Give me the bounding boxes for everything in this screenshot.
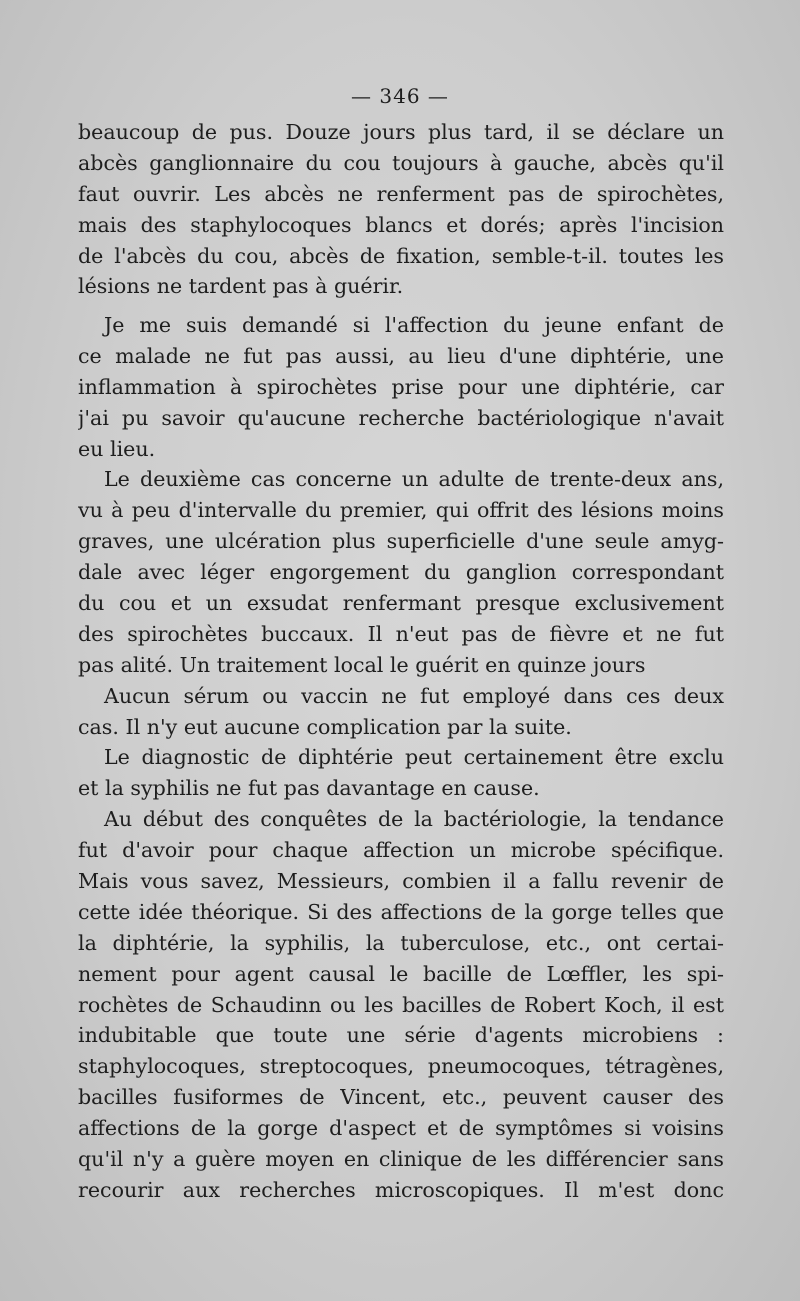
text-line: Aucun sérum ou vaccin ne fut employé dans ces deux (104, 683, 724, 708)
text-line: qu'il n'y a guère moyen en clinique de les différencier sans (78, 1147, 724, 1172)
text-line: abcès ganglionnaire du cou toujours à gauche, abcès qu'il (78, 150, 724, 175)
text-line: indubitable que toute une série d'agents microbiens : (78, 1023, 724, 1048)
text-line: Mais vous savez, Messieurs, combien il a fallu revenir de (78, 869, 724, 894)
text-block-continuation (78, 117, 724, 302)
text-line: recourir aux recherches microscopiques. Il m'est donc (78, 1177, 724, 1202)
text-line: beaucoup de pus. Douze jours plus tard, il se déclare un (78, 120, 724, 144)
text-line: inflammation à spirochètes prise pour une diphtérie, car (78, 374, 724, 399)
text-line: vu à peu d'intervalle du premier, qui offrit des lésions moins (78, 498, 724, 523)
text-line: ce malade ne fut pas aussi, au lieu d'une diphtérie, une (78, 343, 724, 368)
text-line: affections de la gorge d'aspect et de symptômes si voisins (78, 1116, 724, 1141)
text-line: Le deuxième cas concerne un adulte de trente-deux ans, (104, 467, 724, 492)
text-line: j'ai pu savoir qu'aucune recherche bactériologique n'avait (78, 405, 724, 430)
text-line: fut d'avoir pour chaque affection un microbe spécifique. (78, 838, 724, 863)
text-line: des spirochètes buccaux. Il n'eut pas de fièvre et ne fut (78, 621, 724, 646)
text-line: cette idée théorique. Si des affections de la gorge telles que (78, 899, 724, 924)
page-number: — 346 — (351, 84, 449, 108)
text-line: Au début des conquêtes de la bactériologie, la tendance (104, 807, 724, 832)
text-line: et la syphilis ne fut pas davantage en cause. (78, 776, 540, 801)
text-line: lésions ne tardent pas à guérir. (78, 274, 404, 299)
text-line: bacilles fusiformes de Vincent, etc., peuvent causer des (78, 1085, 724, 1110)
text-line: du cou et un exsudat renfermant presque exclusivement (78, 591, 724, 616)
text-line: mais des staphylocoques blancs et dorés; après l'incision (78, 212, 724, 237)
text-line: cas. Il n'y eut aucune complication par la suite. (78, 714, 572, 739)
text-line: pas alité. Un traitement local le guérit en quinze jours (78, 652, 646, 677)
text-line: faut ouvrir. Les abcès ne renferment pas de spirochètes, (78, 181, 724, 206)
text-line: Le diagnostic de diphtérie peut certainement être exclu (104, 745, 724, 770)
text-line: rochètes de Schaudinn ou les bacilles de Robert Koch, il est (78, 992, 724, 1017)
text-line: eu lieu. (78, 436, 156, 461)
text-line: nement pour agent causal le bacille de Lœffler, les spi- (78, 961, 724, 986)
text-line: de l'abcès du cou, abcès de fixation, semble-t-il. toutes les (78, 243, 724, 268)
text-line: graves, une ulcération plus superficielle d'une seule amyg- (78, 529, 724, 554)
text-line: dale avec léger engorgement du ganglion correspondant (78, 560, 724, 585)
text-line: Je me suis demandé si l'affection du jeune enfant de (104, 313, 724, 337)
text-line: la diphtérie, la syphilis, la tuberculose, etc., ont certai- (78, 930, 724, 955)
text-block-main (78, 310, 724, 1206)
text-line: staphylocoques, streptocoques, pneumocoques, tétragènes, (78, 1054, 724, 1079)
